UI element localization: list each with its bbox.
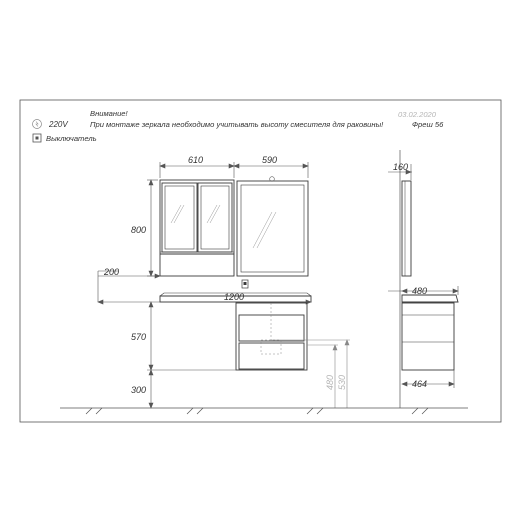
drawer-top bbox=[239, 315, 304, 341]
dim-side-depth-base: 464 bbox=[412, 379, 428, 389]
dim-mirror-height: 800 bbox=[131, 225, 147, 235]
model-name: Фреш 56 bbox=[412, 120, 444, 129]
mirror bbox=[237, 181, 308, 276]
vanity-unit bbox=[236, 303, 307, 370]
top-dimension-lines bbox=[160, 162, 308, 178]
switch-label: Выключатель bbox=[46, 134, 97, 143]
mirror-reflection-lines bbox=[253, 212, 276, 248]
dim-mirror-width: 590 bbox=[262, 155, 278, 165]
dim-vertical-left bbox=[147, 302, 236, 408]
lightning-icon bbox=[36, 122, 38, 127]
switch-icon-dot bbox=[36, 137, 39, 140]
faucet bbox=[242, 280, 248, 288]
drawer-bottom bbox=[239, 343, 304, 369]
notice-heading: Внимание! bbox=[90, 109, 128, 118]
dim-floor-height: 300 bbox=[131, 385, 147, 395]
dim-height-530: 530 bbox=[337, 374, 347, 390]
dim-side-depth-top: 160 bbox=[393, 162, 409, 172]
mirror-glass bbox=[241, 185, 304, 272]
voltage-label: 220V bbox=[49, 120, 68, 129]
side-mirror-cabinet bbox=[402, 181, 411, 276]
side-dim-lines bbox=[388, 164, 458, 388]
cabinet-door-right bbox=[198, 183, 232, 252]
side-vanity bbox=[402, 303, 454, 370]
cabinet-door-left-glass bbox=[165, 186, 194, 249]
dim-vanity-height: 570 bbox=[131, 332, 147, 342]
notice-text: При монтаже зеркала необходимо учитывать высоту смесителя для раковины! bbox=[90, 120, 384, 129]
mirror-cabinet bbox=[160, 180, 234, 276]
dim-vertical-right bbox=[271, 340, 350, 408]
floor bbox=[60, 408, 468, 414]
cabinet-door-right-glass bbox=[201, 186, 229, 249]
side-view bbox=[402, 181, 458, 370]
dim-side-depth-counter: 480 bbox=[412, 286, 428, 296]
vanity-body bbox=[236, 303, 307, 370]
siphon-hidden-lines bbox=[261, 303, 281, 354]
dim-offset-left: 200 bbox=[104, 267, 120, 277]
side-countertop bbox=[402, 295, 458, 302]
document-date: 03.02.2020 bbox=[398, 110, 437, 119]
dim-height-480: 480 bbox=[325, 374, 335, 390]
dim-total-width: 1200 bbox=[224, 292, 245, 302]
drawing-frame bbox=[20, 100, 501, 422]
dim-800-lines bbox=[147, 180, 158, 276]
dim-cabinet-width: 610 bbox=[188, 155, 204, 165]
glass-reflection-lines bbox=[171, 205, 220, 223]
notice-block bbox=[33, 109, 445, 143]
mirror-frame bbox=[237, 181, 308, 276]
cabinet-door-left bbox=[162, 183, 197, 252]
